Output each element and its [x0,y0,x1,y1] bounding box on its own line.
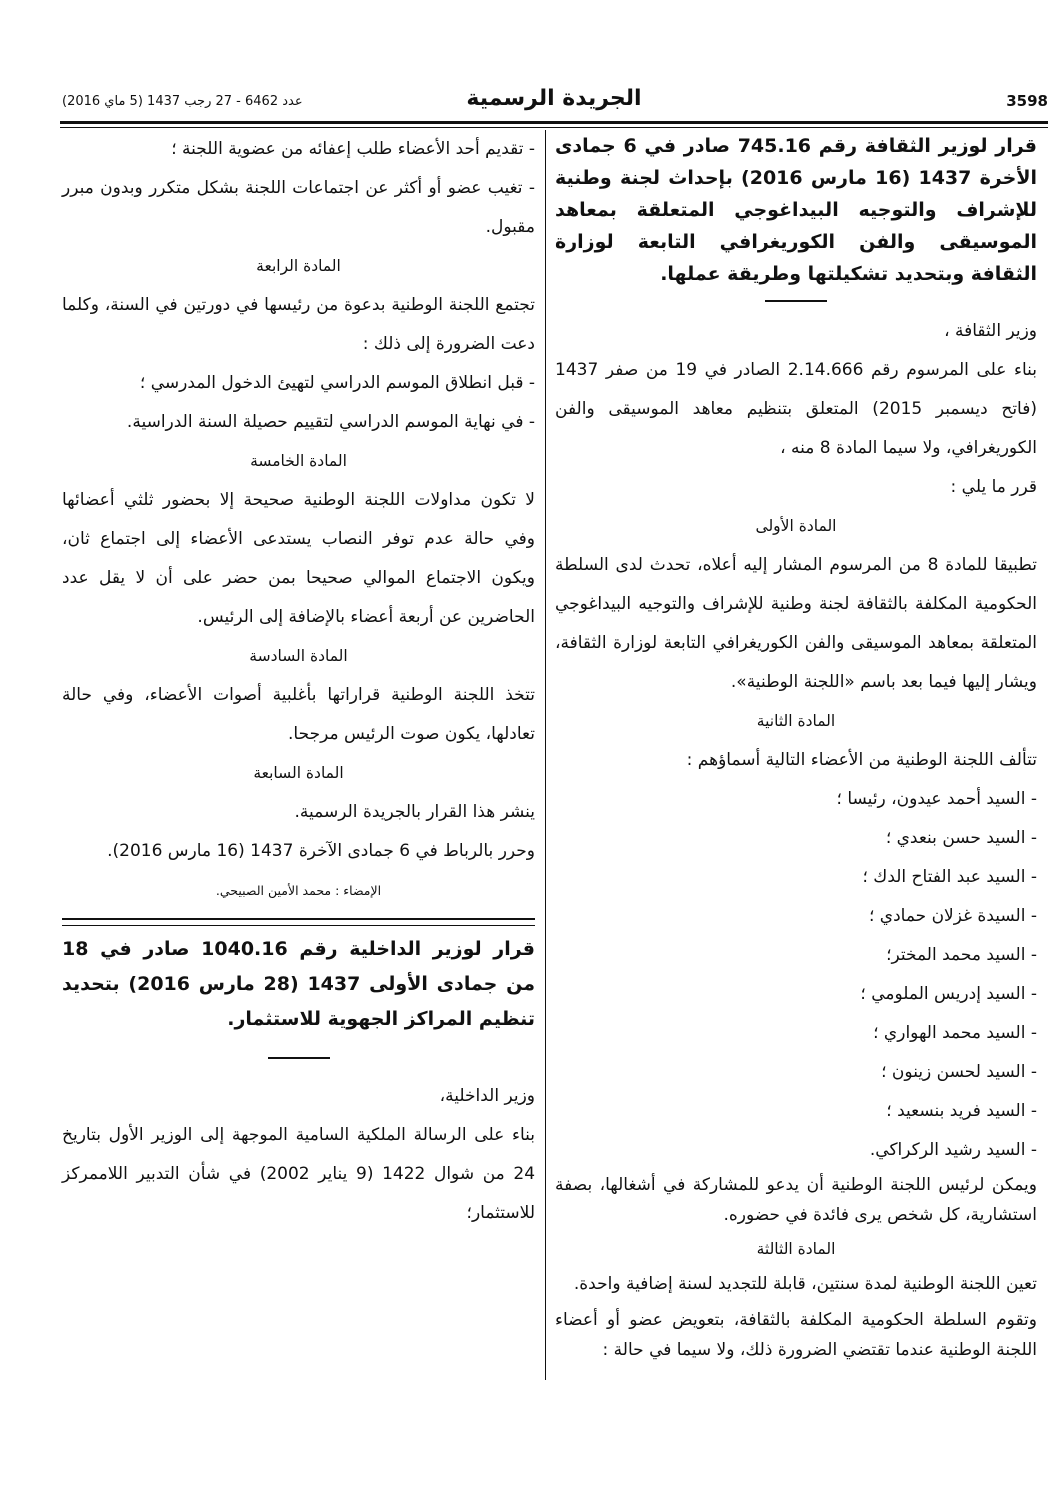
article-4-item: - في نهاية الموسم الدراسي لتقييم حصيلة السنة الدراسية. [126,412,535,432]
right-column [555,130,1037,1365]
article-5-text: لا تكون مداولات اللجنة الوطنية صحيحة إلا بحضور ثلثي أعضائها وفي حالة عدم توفر النصاب يستدعى الأعضاء إلى اجتماع ثان، ويكون الاجتماع الموالي صحيحا بمن حضر على أن لا يقل عدد الحاضرين عن أربعة أعضاء بالإضافة إلى الرئيس. [62,490,535,627]
article-3-text-1: تعين اللجنة الوطنية لمدة سنتين، قابلة للتجديد لسنة إضافية واحدة. [573,1274,1037,1294]
preamble-2: بناء على الرسالة الملكية السامية الموجهة إلى الوزير الأول بتاريخ 24 من شوال 1422 (9 يناير 2002) في شأن التدبير اللاممركز للاستثمار؛ [62,1125,536,1223]
article-5-title: المادة الخامسة [250,452,347,470]
article-2-outro: ويمكن لرئيس اللجنة الوطنية أن يدعو للمشاركة في أشغالها، بصفة استشارية، كل شخص يرى فائدة في حضوره. [555,1175,1037,1225]
column-divider [545,130,546,1380]
article-3-text-2: وتقوم السلطة الحكومية المكلفة بالثقافة، بتعويض عضو أو أعضاء اللجنة الوطنية عندما تقتضي الضرورة ذلك، ولا سيما في حالة : [555,1310,1037,1360]
title-2-separator [268,1057,330,1059]
member-item: - السيد محمد المختر؛ [886,945,1037,965]
member-item: - السيد رشيد الركراكي. [869,1140,1037,1160]
article-4-text: تجتمع اللجنة الوطنية بدعوة من رئيسها في دورتين في السنة، وكلما دعت الضرورة إلى ذلك : [62,295,535,354]
decree-title: قرار لوزير الثقافة رقم 745.16 صادر في 6 جمادى الأخرة 1437 (16 مارس 2016) بإحداث لجنة وطنية للإشراف والتوجيه البيداغوجي المتعلقة بمعاهد الموسيقى والفن الكوريغرافي التابعة لوزارة الثقافة وبتحديد تشكيلتها وطريقة عملها. [555,135,1037,285]
signature: الإمضاء : محمد الأمين الصبيحي. [215,883,382,898]
case-item: - تقديم أحد الأعضاء طلب إعفائه من عضوية اللجنة ؛ [171,139,535,159]
member-item: - السيد فريد بنسعيد ؛ [886,1101,1037,1121]
left-column [62,130,535,1233]
gazette-title: الجريدة الرسمية [466,86,642,111]
article-3-title: المادة الثالثة [756,1240,836,1258]
member-item: - السيد عبد الفتاح الدك ؛ [862,867,1037,887]
member-item: - السيد لحسن زينون ؛ [881,1062,1037,1082]
article-7-text: ينشر هذا القرار بالجريدة الرسمية. [294,802,535,822]
title-separator [765,300,827,302]
article-2-intro: تتألف اللجنة الوطنية من الأعضاء التالية أسماؤهم : [686,750,1037,770]
header-rule-thin [60,127,1048,128]
article-4-title: المادة الرابعة [256,257,341,275]
decree-2-title: قرار لوزير الداخلية رقم 1040.16 صادر في 18 من جمادى الأولى 1437 (28 مارس 2016) بتحديد تنظيم المراكز الجهوية للاستثمار. [62,938,535,1030]
preamble: بناء على المرسوم رقم 2.14.666 الصادر في 19 من صفر 1437 (فاتح ديسمبر 2015) المتعلق بتنظيم معاهد الموسيقى والفن الكوريغرافي، ولا سيما المادة 8 منه ، [555,360,1037,458]
minister-2-line: وزير الداخلية، [439,1086,535,1106]
header-rule [60,121,1048,124]
minister-line: وزير الثقافة ، [944,321,1037,341]
issue-info: عدد 6462 - 27 رجب 1437 (5 ماي 2016) [62,94,303,109]
decides-line: قرر ما يلي : [950,477,1037,497]
article-1-title: المادة الأولى [755,517,837,535]
article-2-title: المادة الثانية [756,712,836,730]
member-item: - السيد حسن بنعدي ؛ [885,828,1037,848]
article-7-title: المادة السابعة [253,764,344,782]
case-item: - تغيب عضو أو أكثر عن اجتماعات اللجنة بشكل متكرر وبدون مبرر مقبول. [62,178,535,237]
member-item: - السيد إدريس الملومي ؛ [860,984,1037,1004]
page-number: 3598 [1006,92,1048,110]
article-6-text: تتخذ اللجنة الوطنية قراراتها بأغلبية أصوات الأعضاء، وفي حالة تعادلها، يكون صوت الرئيس مرجحا. [62,685,535,744]
article-1-text: تطبيقا للمادة 8 من المرسوم المشار إليه أعلاه، تحدث لدى السلطة الحكومية المكلفة بالثقافة لجنة وطنية للإشراف والتوجيه البيداغوجي المتعلقة بمعاهد الموسيقى والفن الكوريغرافي التابعة لوزارة الثقافة، ويشار إليها فيما بعد باسم «اللجنة الوطنية». [555,555,1037,692]
member-item: - السيد أحمد عيدون، رئيسا ؛ [836,789,1037,809]
done-at-line: وحرر بالرباط في 6 جمادى الآخرة 1437 (16 مارس 2016). [107,841,535,861]
decree-separator [62,918,535,926]
article-6-title: المادة السادسة [249,647,348,665]
member-item: - السيد محمد الهواري ؛ [873,1023,1037,1043]
page-header [60,88,1048,118]
article-4-item: - قبل انطلاق الموسم الدراسي لتهيئ الدخول المدرسي ؛ [139,373,535,393]
member-item: - السيدة غزلان حمادي ؛ [868,906,1037,926]
